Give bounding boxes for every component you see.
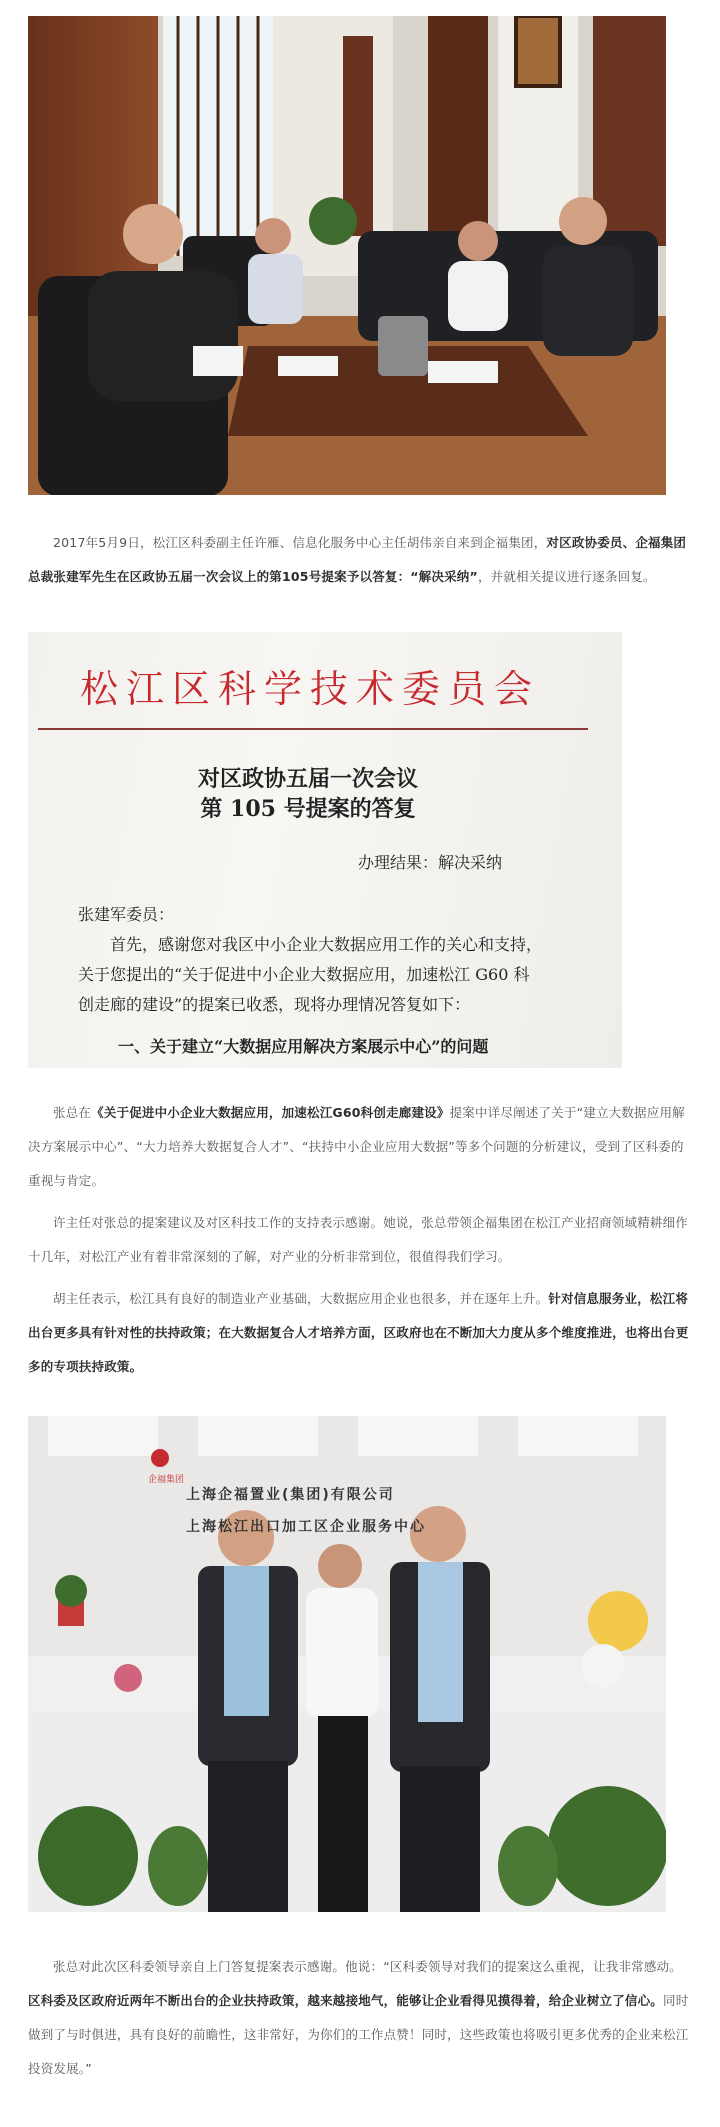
intro-text-b: ，并就相关提议进行逐条回复。 [477,569,656,584]
intro-text-bold: 对区政协委员、企福集团总裁张建军先生在区政协五届一次会议上的第105号提案予以答复：“解决采纳” [28,535,687,584]
closing-paragraph [28,1950,692,2086]
company-sign-line1: 上海企福置业(集团)有限公司 [186,1487,395,1503]
p5-text-bold: 区科委及区政府近两年不断出台的企业扶持政策，越来越接地气，能够让企业看得见摸得着，给企业树立了信心。 [28,1993,664,2008]
p2-text-b: 提案中详尽阐述了关于“建立大数据应用解决方案展示中心”、“大力培养大数据复合人才”、“扶持中小企业应用大数据”等多个问题的分析建议，受到了区科委的重视与肯定。 [28,1105,685,1188]
company-sign-line2: 上海松江出口加工区企业服务中心 [186,1519,426,1535]
doc-body-line3: 创走廊的建设”的提案已收悉，现将办理情况答复如下： [78,995,471,1014]
p5-text-b: 同时做到了与时俱进，具有良好的前瞻性，这非常好，为你们的工作点赞！同时，这些政策也将吸引更多优秀的企业来松江投资发展。” [28,1993,689,2076]
p2-text-a: 张总在 [53,1105,92,1120]
p3-text: 许主任对张总的提案建议及对区科技工作的支持表示感谢。她说，张总带领企福集团在松江产业招商领域精耕细作十几年，对松江产业有着非常深刻的了解，对产业的分析非常到位，很值得我们学习。 [28,1215,689,1264]
intro-text-a: 2017年5月9日，松江区科委副主任许雁、信息化服务中心主任胡伟亲自来到企福集团， [53,535,547,550]
doc-body [78,900,608,1020]
paragraph-xu [28,1206,692,1274]
doc-salutation: 张建军委员： [78,905,175,924]
p4-text-a: 胡主任表示，松江具有良好的制造业产业基础，大数据应用企业也很多，并在逐年上升。 [53,1291,549,1306]
p4-text-bold: 针对信息服务业，松江将出台更多具有针对性的扶持政策；在大数据复合人才培养方面，区政府也在不断加大力度从多个维度推进，也将出台更多的专项扶持政策。 [28,1291,689,1374]
doc-header: 松江区科学技术委员会 [80,667,541,711]
paragraph-hu [28,1282,692,1384]
meeting-photo [28,16,666,495]
doc-divider [38,728,588,730]
body-paragraphs [28,1096,692,1384]
doc-title-line1: 对区政协五届一次会议 [197,766,418,792]
p2-text-bold: 《关于促进中小企业大数据应用，加速松江G60科创走廊建设》 [91,1105,450,1120]
doc-result: 办理结果：解决采纳 [358,853,503,872]
doc-subheading: 一、关于建立“大数据应用解决方案展示中心”的问题 [118,1037,489,1056]
intro-paragraph [28,526,692,594]
p5-text-a: 张总对此次区科委领导亲自上门答复提案表示感谢。他说：“区科委领导对我们的提案这么重视，让我非常感动。 [53,1959,682,1974]
doc-body-line1: 首先，感谢您对我区中小企业大数据应用工作的关心和支持， [110,935,543,954]
company-logo-text: 企福集团 [148,1475,185,1485]
doc-title-line2: 第 105 号提案的答复 [200,796,416,822]
paragraph-proposal [28,1096,692,1198]
group-photo [28,1416,666,1912]
doc-body-line2: 关于您提出的“关于促进中小企业大数据应用，加速松江 G60 科 [78,965,530,984]
reply-document-image [28,632,622,1068]
